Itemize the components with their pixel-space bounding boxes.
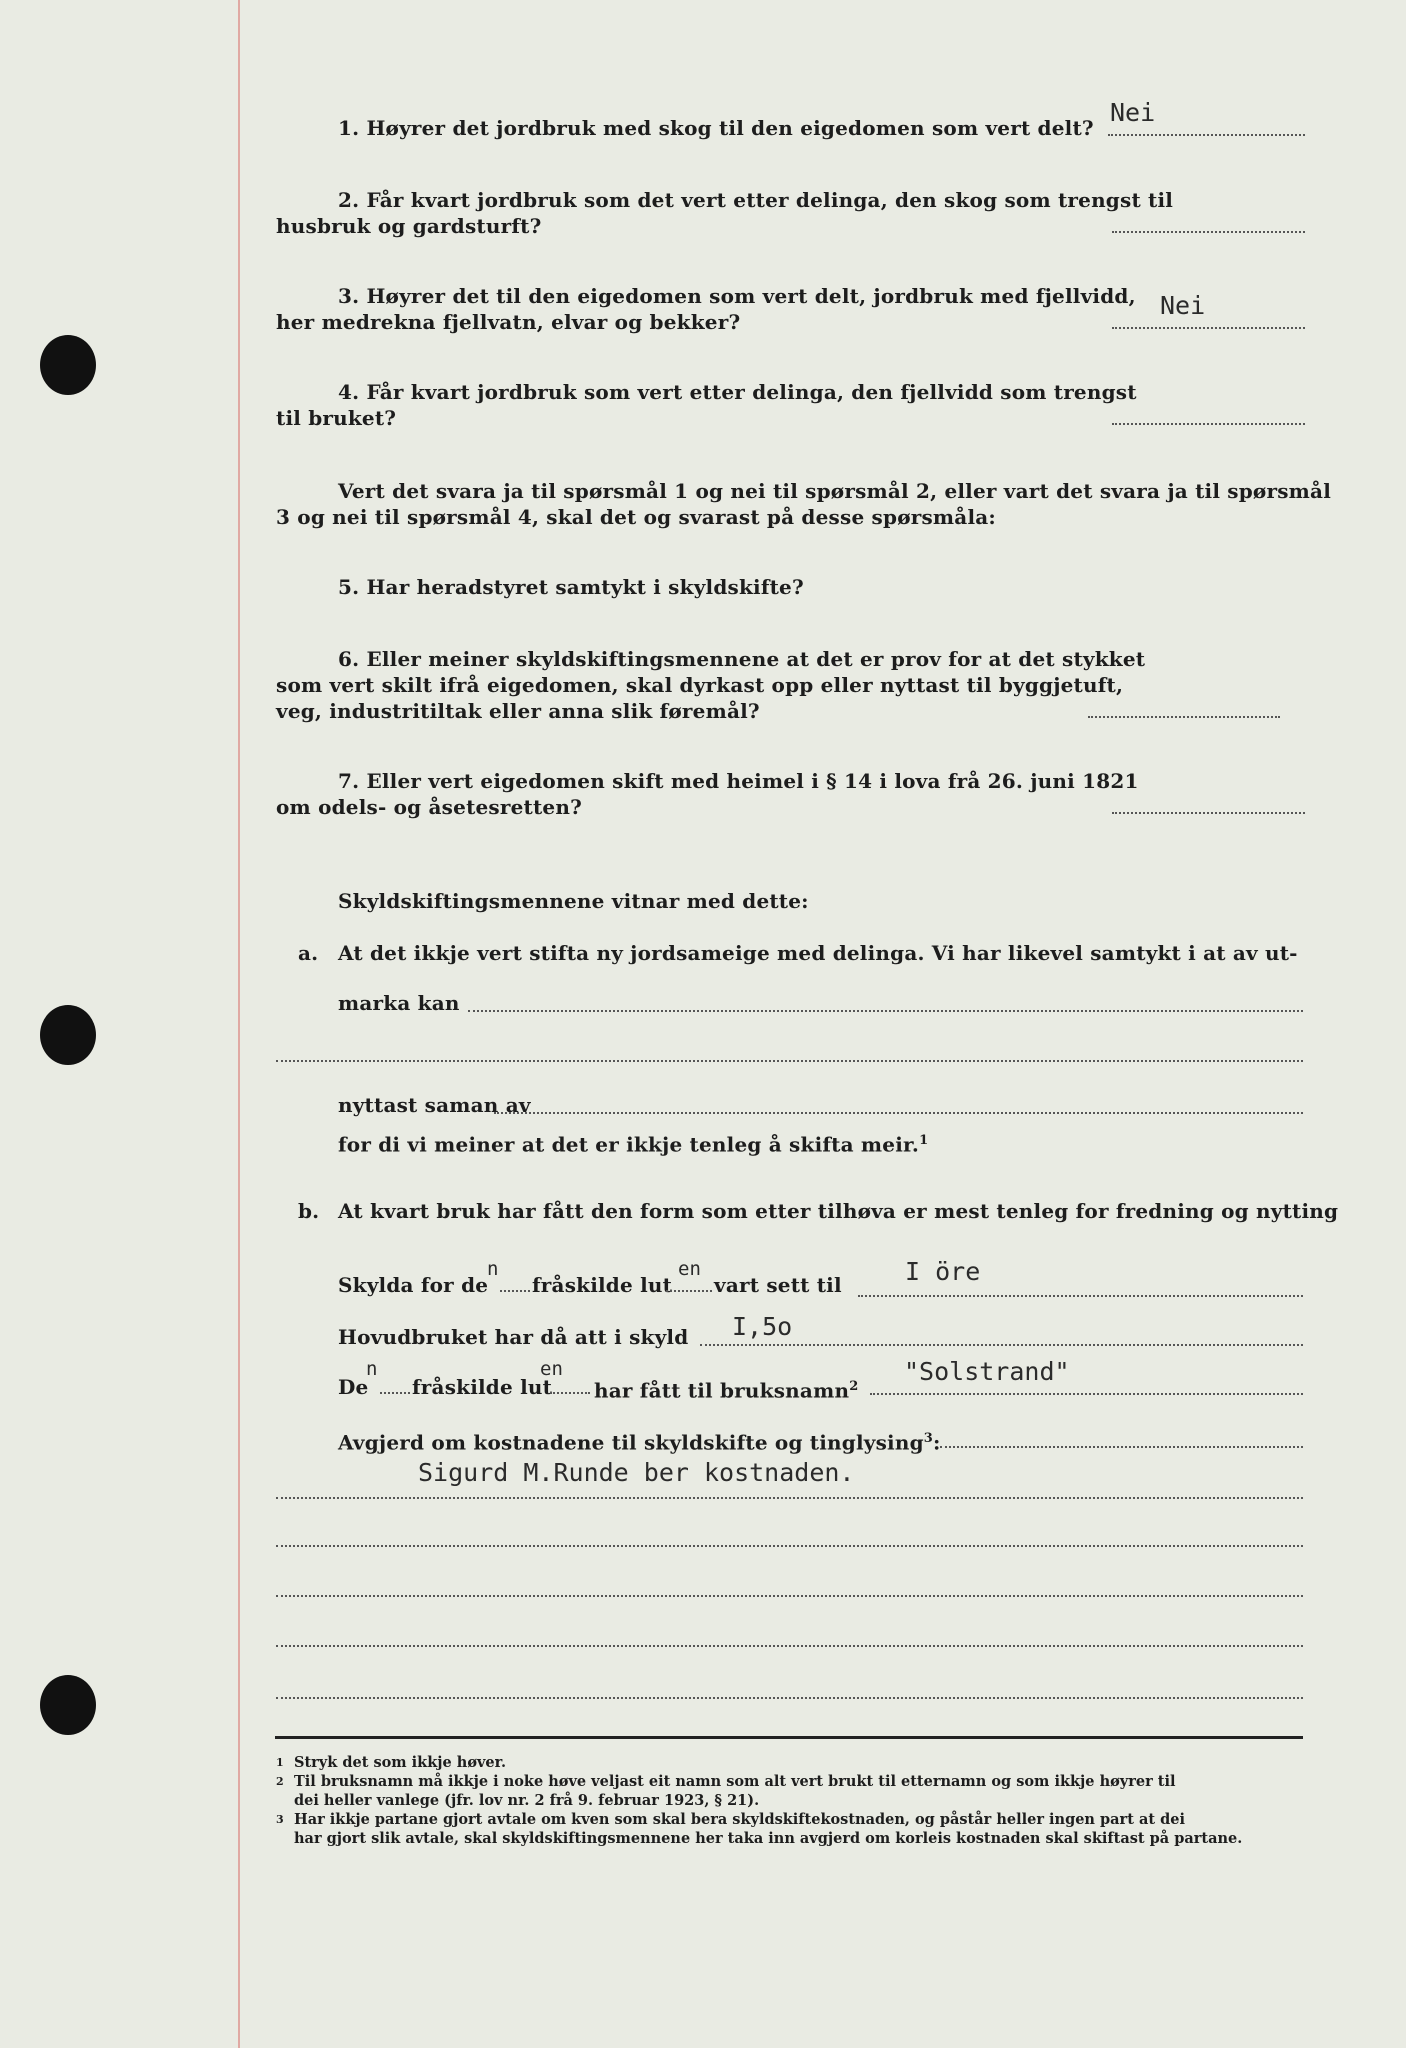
skylda-sup-en: en: [678, 1258, 701, 1280]
question-4-line-1: 4. Får kvart jordbruk som vert etter delinga, den fjellvidd som trengst: [338, 380, 1137, 404]
footnote-2-line-2: dei heller vanlege (jfr. lov nr. 2 frå 9. februar 1923, § 21).: [294, 1792, 760, 1809]
skylda-label-2: fråskilde lut: [532, 1273, 673, 1297]
footnote-3-number: 3: [276, 1813, 284, 1826]
kostnad-label: Avgjerd om kostnadene til skyldskifte og tinglysing$^3$:: [338, 1430, 941, 1455]
footnote-3-line-2: har gjort slik avtale, skal skyldskiftingsmennene her taka inn avgjerd om korleis kostnaden skal skiftast på partane.: [294, 1830, 1243, 1847]
punch-hole-top: [40, 335, 96, 395]
hovudbruket-value: I,5o: [732, 1312, 793, 1341]
footnote-1-number: 1: [276, 1756, 284, 1769]
kostnad-line-1: [940, 1446, 1303, 1448]
skylda-value-line: [858, 1295, 1303, 1297]
testimony-intro: Skyldskiftingsmennene vitnar med dette:: [338, 889, 809, 913]
skylda-dots-1: [500, 1290, 530, 1292]
bruksnamn-value: "Solstrand": [904, 1357, 1070, 1386]
question-1-answer-line: [1108, 134, 1305, 136]
testimony-a-line-4: for di vi meiner at det er ikkje tenleg å skifta meir.$^1$: [338, 1132, 929, 1157]
bruksnamn-dots-1: [380, 1392, 410, 1394]
bruksnamn-sup-n: n: [366, 1358, 378, 1380]
footnote-rule: [275, 1736, 1303, 1739]
punch-hole-bottom: [40, 1675, 96, 1735]
footnote-2-line-1: Til bruksnamn må ikkje i noke høve veljast eit namn som alt vert brukt til etternamn og som ikkje høyrer til: [294, 1773, 1176, 1790]
testimony-b-line-1: At kvart bruk har fått den form som etter tilhøva er mest tenleg for fredning og nytting: [338, 1199, 1339, 1223]
question-7-line-1: 7. Eller vert eigedomen skift med heimel i § 14 i lova frå 26. juni 1821: [338, 769, 1139, 793]
question-7-line-2: om odels- og åsetesretten?: [276, 795, 583, 819]
testimony-a-label: a.: [298, 941, 319, 965]
testimony-b-label: b.: [298, 1199, 320, 1223]
footnote-3-line-1: Har ikkje partane gjort avtale om kven som skal bera skyldskiftekostnaden, og påstår heller ingen part at dei: [294, 1811, 1185, 1828]
question-3-line-2: her medrekna fjellvatn, elvar og bekker?: [276, 310, 741, 334]
skylda-label: Skylda for de: [338, 1273, 489, 1297]
question-3-line-1: 3. Høyrer det til den eigedomen som vert delt, jordbruk med fjellvidd,: [338, 284, 1136, 308]
question-2-answer-line: [1112, 231, 1305, 233]
question-6-answer-line: [1088, 716, 1280, 718]
kostnad-answer: Sigurd M.Runde ber kostnaden.: [418, 1458, 855, 1487]
question-5: 5. Har heradstyret samtykt i skyldskifte?: [338, 575, 804, 599]
question-6-line-1: 6. Eller meiner skyldskiftingsmennene at det er prov for at det stykket: [338, 647, 1146, 671]
question-7-answer-line: [1112, 812, 1305, 814]
condition-line-1: Vert det svara ja til spørsmål 1 og nei til spørsmål 2, eller vart det svara ja til spørsmål: [338, 479, 1331, 503]
question-4-line-2: til bruket?: [276, 406, 397, 430]
bruksnamn-dots-2: [550, 1392, 590, 1394]
testimony-a-line-1: At det ikkje vert stifta ny jordsameige med delinga. Vi har likevel samtykt i at av ut-: [338, 941, 1298, 965]
kostnad-line-5: [276, 1645, 1303, 1647]
question-6-line-3: veg, industritiltak eller anna slik føremål?: [276, 699, 760, 723]
bruksnamn-line: [870, 1393, 1303, 1395]
kostnad-line-6: [276, 1697, 1303, 1699]
bruksnamn-label-2: fråskilde lut: [412, 1375, 553, 1399]
skylda-label-3: vart sett til: [714, 1273, 842, 1297]
question-1: 1. Høyrer det jordbruk med skog til den eigedomen som vert delt?: [338, 116, 1094, 140]
question-3-answer-line: [1112, 327, 1305, 329]
question-6-line-2: som vert skilt ifrå eigedomen, skal dyrkast opp eller nyttast til byggjetuft,: [276, 673, 1124, 697]
skylda-dots-2: [666, 1290, 712, 1292]
footnote-2-number: 2: [276, 1775, 284, 1788]
hovudbruket-line: [700, 1344, 1303, 1346]
testimony-a-line-2: marka kan: [338, 991, 460, 1015]
kostnad-line-4: [276, 1595, 1303, 1597]
skylda-value: I öre: [905, 1257, 981, 1286]
hovudbruket-label: Hovudbruket har då att i skyld: [338, 1325, 689, 1349]
testimony-a-line-3: nyttast saman av: [338, 1093, 531, 1117]
kostnad-line-2: [276, 1497, 1303, 1499]
question-1-answer: Nei: [1110, 98, 1156, 127]
question-2-line-2: husbruk og gardsturft?: [276, 214, 542, 238]
nyttast-line: [494, 1112, 1303, 1114]
condition-line-2: 3 og nei til spørsmål 4, skal det og svarast på desse spørsmåla:: [276, 505, 996, 529]
bruksnamn-label-1: De: [338, 1375, 369, 1399]
utmark-line-2: [276, 1060, 1303, 1062]
utmark-line-1: [468, 1010, 1303, 1012]
question-2-line-1: 2. Får kvart jordbruk som det vert etter delinga, den skog som trengst til: [338, 188, 1174, 212]
bruksnamn-sup-en: en: [540, 1358, 563, 1380]
punch-hole-middle: [40, 1005, 96, 1065]
kostnad-line-3: [276, 1545, 1303, 1547]
question-3-answer: Nei: [1160, 291, 1206, 320]
footnote-1: Stryk det som ikkje høver.: [294, 1754, 507, 1771]
margin-line: [238, 0, 240, 2048]
question-4-answer-line: [1112, 423, 1305, 425]
skylda-sup-n: n: [487, 1258, 499, 1280]
bruksnamn-label-3: har fått til bruksnamn$^2$: [594, 1378, 859, 1403]
